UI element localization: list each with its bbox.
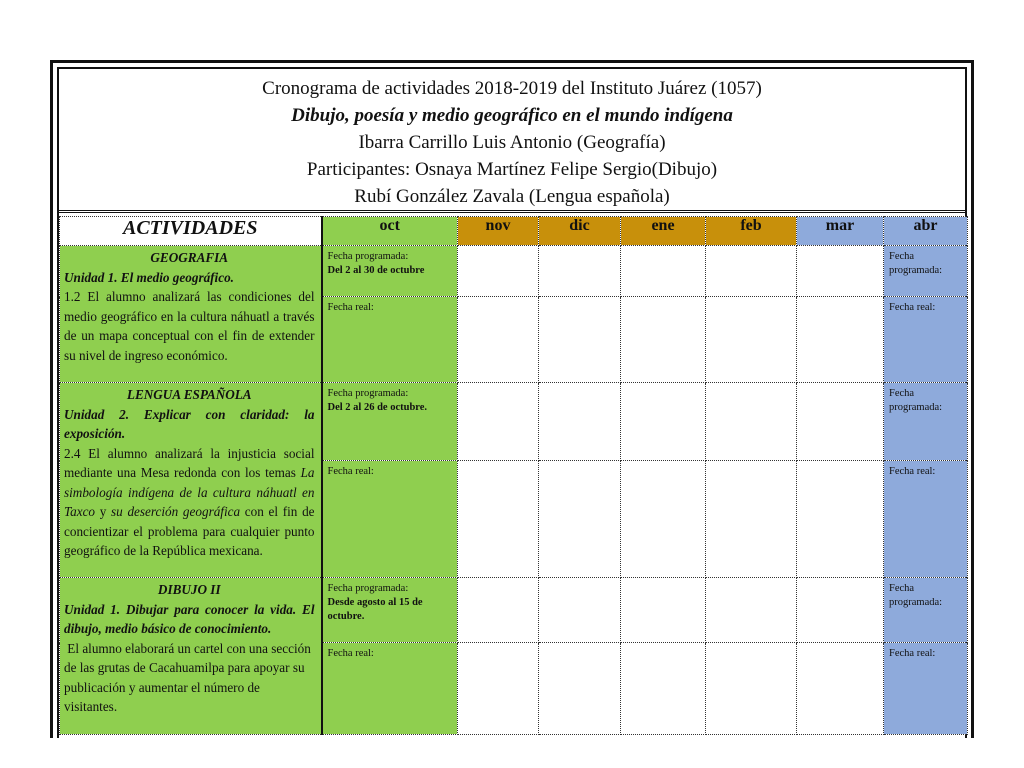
schedule-cell [621, 246, 706, 297]
month-header-oct: oct [322, 217, 458, 246]
schedule-cell [458, 383, 539, 461]
activity-lengua-espanola [60, 383, 322, 578]
schedule-cell [706, 461, 797, 578]
header-title: Cronograma de actividades 2018-2019 del Instituto Juárez (1057) [262, 78, 762, 99]
table-row [60, 383, 968, 461]
schedule-cell [539, 246, 621, 297]
schedule-cell [621, 578, 706, 643]
header-project-title: Dibujo, poesía y medio geográfico en el mundo indígena [291, 105, 733, 126]
schedule-cell [706, 246, 797, 297]
activity-description [64, 444, 315, 561]
real-date-oct [322, 461, 458, 578]
month-header-abr: abr [884, 217, 968, 246]
schedule-cell [539, 578, 621, 643]
planned-label: Fecha programada: [327, 388, 409, 399]
real-date-abr [884, 461, 968, 578]
schedule-cell [621, 297, 706, 383]
schedule-cell [621, 383, 706, 461]
schedule-cell [539, 297, 621, 383]
schedule-header [59, 69, 965, 213]
activity-description [64, 639, 315, 717]
schedule-cell [621, 643, 706, 735]
activity-unit: Unidad 1. Dibujar para conocer la vida. El dibujo, medio básico de conocimiento. [64, 601, 315, 636]
real-date-oct [322, 643, 458, 735]
description-topic-1: La simbología indígena de la cultura náhuatl en Taxco [64, 465, 315, 519]
planned-date: Desde agosto al 15 de octubre. [327, 597, 423, 622]
schedule-cell [458, 578, 539, 643]
table-header-row [60, 217, 968, 246]
planned-date-oct [322, 246, 458, 297]
planned-date-abr [884, 383, 968, 461]
real-label: Fecha real: [889, 648, 936, 659]
real-date-abr [884, 297, 968, 383]
table-row [60, 578, 968, 643]
real-date-abr [884, 643, 968, 735]
schedule-cell [797, 297, 884, 383]
activity-unit: Unidad 1. El medio geográfico. [64, 269, 234, 285]
header-coordinator: Ibarra Carrillo Luis Antonio (Geografía) [358, 132, 666, 153]
schedule-cell [797, 383, 884, 461]
real-label: Fecha real: [327, 648, 374, 659]
schedule-cell [539, 383, 621, 461]
description-text: 2.4 El alumno analizará la injusticia social mediante una Mesa redonda con los temas [64, 445, 315, 480]
activity-description: 1.2 El alumno analizará las condiciones del medio geográfico en la cultura náhuatl a través de un mapa conceptual con el fin de extender su nivel de ingreso económico. [64, 289, 315, 363]
activity-dibujo-ii [60, 578, 322, 735]
real-label: Fecha real: [889, 302, 936, 313]
planned-date: Del 2 al 30 de octubre [327, 265, 425, 276]
month-header-ene: ene [621, 217, 706, 246]
description-text: y [95, 504, 112, 519]
description-text: con el fin de concientizar el problema para cualquier punto geográfico de la República mexicana. [64, 504, 315, 558]
schedule-cell [797, 578, 884, 643]
real-date-oct [322, 297, 458, 383]
activity-unit: Unidad 2. Explicar con claridad: la exposición. [64, 406, 315, 441]
schedule-cell [706, 383, 797, 461]
description-text: El alumno elaborará un cartel con una sección de las grutas de Cacahuamilpa para apoyar su publicación y aumentar el número de visitantes. [64, 640, 311, 714]
planned-label: Fecha programada: [889, 251, 943, 276]
planned-label: Fecha programada: [327, 583, 409, 594]
schedule-cell [458, 297, 539, 383]
planned-label: Fecha programada: [327, 251, 409, 262]
planned-label: Fecha programada: [889, 583, 943, 608]
schedule-cell [539, 461, 621, 578]
planned-date-abr [884, 246, 968, 297]
activities-table [59, 216, 968, 735]
month-header-feb: feb [706, 217, 797, 246]
schedule-cell [539, 643, 621, 735]
description-topic-2: su deserción geográfica [111, 504, 241, 519]
activity-subject: GEOGRAFIA [150, 250, 229, 265]
activity-subject: DIBUJO II [157, 582, 221, 597]
activities-header: ACTIVIDADES [60, 217, 322, 246]
planned-label: Fecha programada: [889, 388, 943, 413]
schedule-cell [458, 246, 539, 297]
schedule-cell [797, 246, 884, 297]
schedule-cell [621, 461, 706, 578]
schedule-cell [706, 578, 797, 643]
schedule-cell [706, 297, 797, 383]
document-inner-frame [57, 67, 967, 738]
table-row [60, 246, 968, 297]
activity-geografia [60, 246, 322, 383]
planned-date-oct [322, 383, 458, 461]
schedule-cell [706, 643, 797, 735]
real-label: Fecha real: [889, 466, 936, 477]
planned-date: Del 2 al 26 de octubre. [327, 402, 428, 413]
schedule-cell [458, 461, 539, 578]
month-header-mar: mar [797, 217, 884, 246]
real-label: Fecha real: [327, 302, 374, 313]
month-header-nov: nov [458, 217, 539, 246]
real-label: Fecha real: [327, 466, 374, 477]
schedule-cell [458, 643, 539, 735]
schedule-cell [797, 461, 884, 578]
document-frame [50, 60, 974, 738]
planned-date-abr [884, 578, 968, 643]
activity-subject: LENGUA ESPAÑOLA [126, 387, 252, 402]
schedule-cell [797, 643, 884, 735]
planned-date-oct [322, 578, 458, 643]
header-participant-2: Rubí González Zavala (Lengua española) [354, 186, 670, 207]
header-participants: Participantes: Osnaya Martínez Felipe Sergio(Dibujo) [306, 159, 718, 180]
month-header-dic: dic [539, 217, 621, 246]
